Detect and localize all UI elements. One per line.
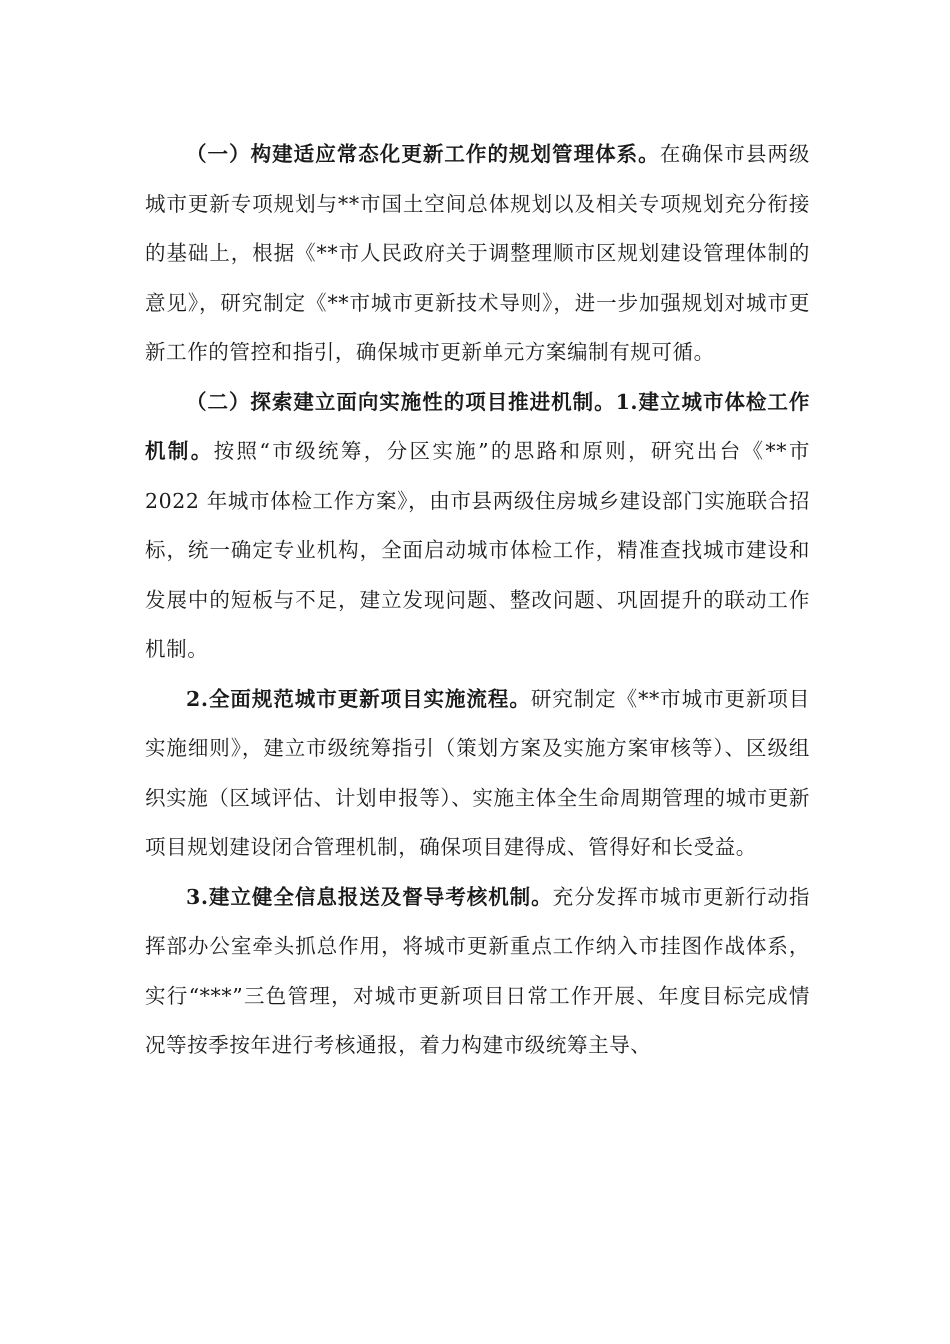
paragraph-project-mechanism — [145, 378, 810, 675]
paragraph-supervision-mechanism — [145, 873, 810, 1071]
paragraph-text: 研究制定《**市城市更新项目实施细则》，建立市级统筹指引（策划方案及实施方案审核等）、区级组织实施（区域评估、计划申报等）、实施主体全生命周期管理的城市更新项目规划建设闭合管理机制，确保项目建得成、管得好和长受益。 — [145, 686, 810, 859]
paragraph-text: 充分发挥市城市更新行动指挥部办公室牵头抓总作用，将城市更新重点工作纳入市挂图作战体系，实行“***”三色管理，对城市更新项目日常工作开展、年度目标完成情况等按季按年进行考核通报，着力构建市级统筹主导、 — [145, 884, 811, 1057]
document-body — [145, 130, 810, 1071]
paragraph-text: 在确保市县两级城市更新专项规划与**市国土空间总体规划以及相关专项规划充分衔接的基础上，根据《**市人民政府关于调整理顺市区规划建设管理体制的意见》，研究制定《**市城市更新技术导则》，进一步加强规划对城市更新工作的管控和指引，确保城市更新单元方案编制有规可循。 — [145, 142, 810, 364]
paragraph-heading: 3.建立健全信息报送及督导考核机制。 — [186, 884, 553, 909]
paragraph-text: 按照“市级统筹，分区实施”的思路和原则，研究出台《**市 2022 年城市体检工作方案》，由市县两级住房城乡建设部门实施联合招标，统一确定专业机构，全面启动城市体检工作，精准查找城市建设和发展中的短板与不足，建立发现问题、整改问题、巩固提升的联动工作机制。 — [145, 439, 810, 661]
paragraph-implementation-process — [145, 675, 810, 873]
paragraph-heading: （二）探索建立面向实施性的项目推进机制。1.建立城市体检工作机制。 — [145, 389, 810, 463]
paragraph-heading: 2.全面规范城市更新项目实施流程。 — [186, 686, 531, 711]
paragraph-heading: （一）构建适应常态化更新工作的规划管理体系。 — [186, 142, 660, 166]
paragraph-planning-system — [145, 130, 810, 378]
